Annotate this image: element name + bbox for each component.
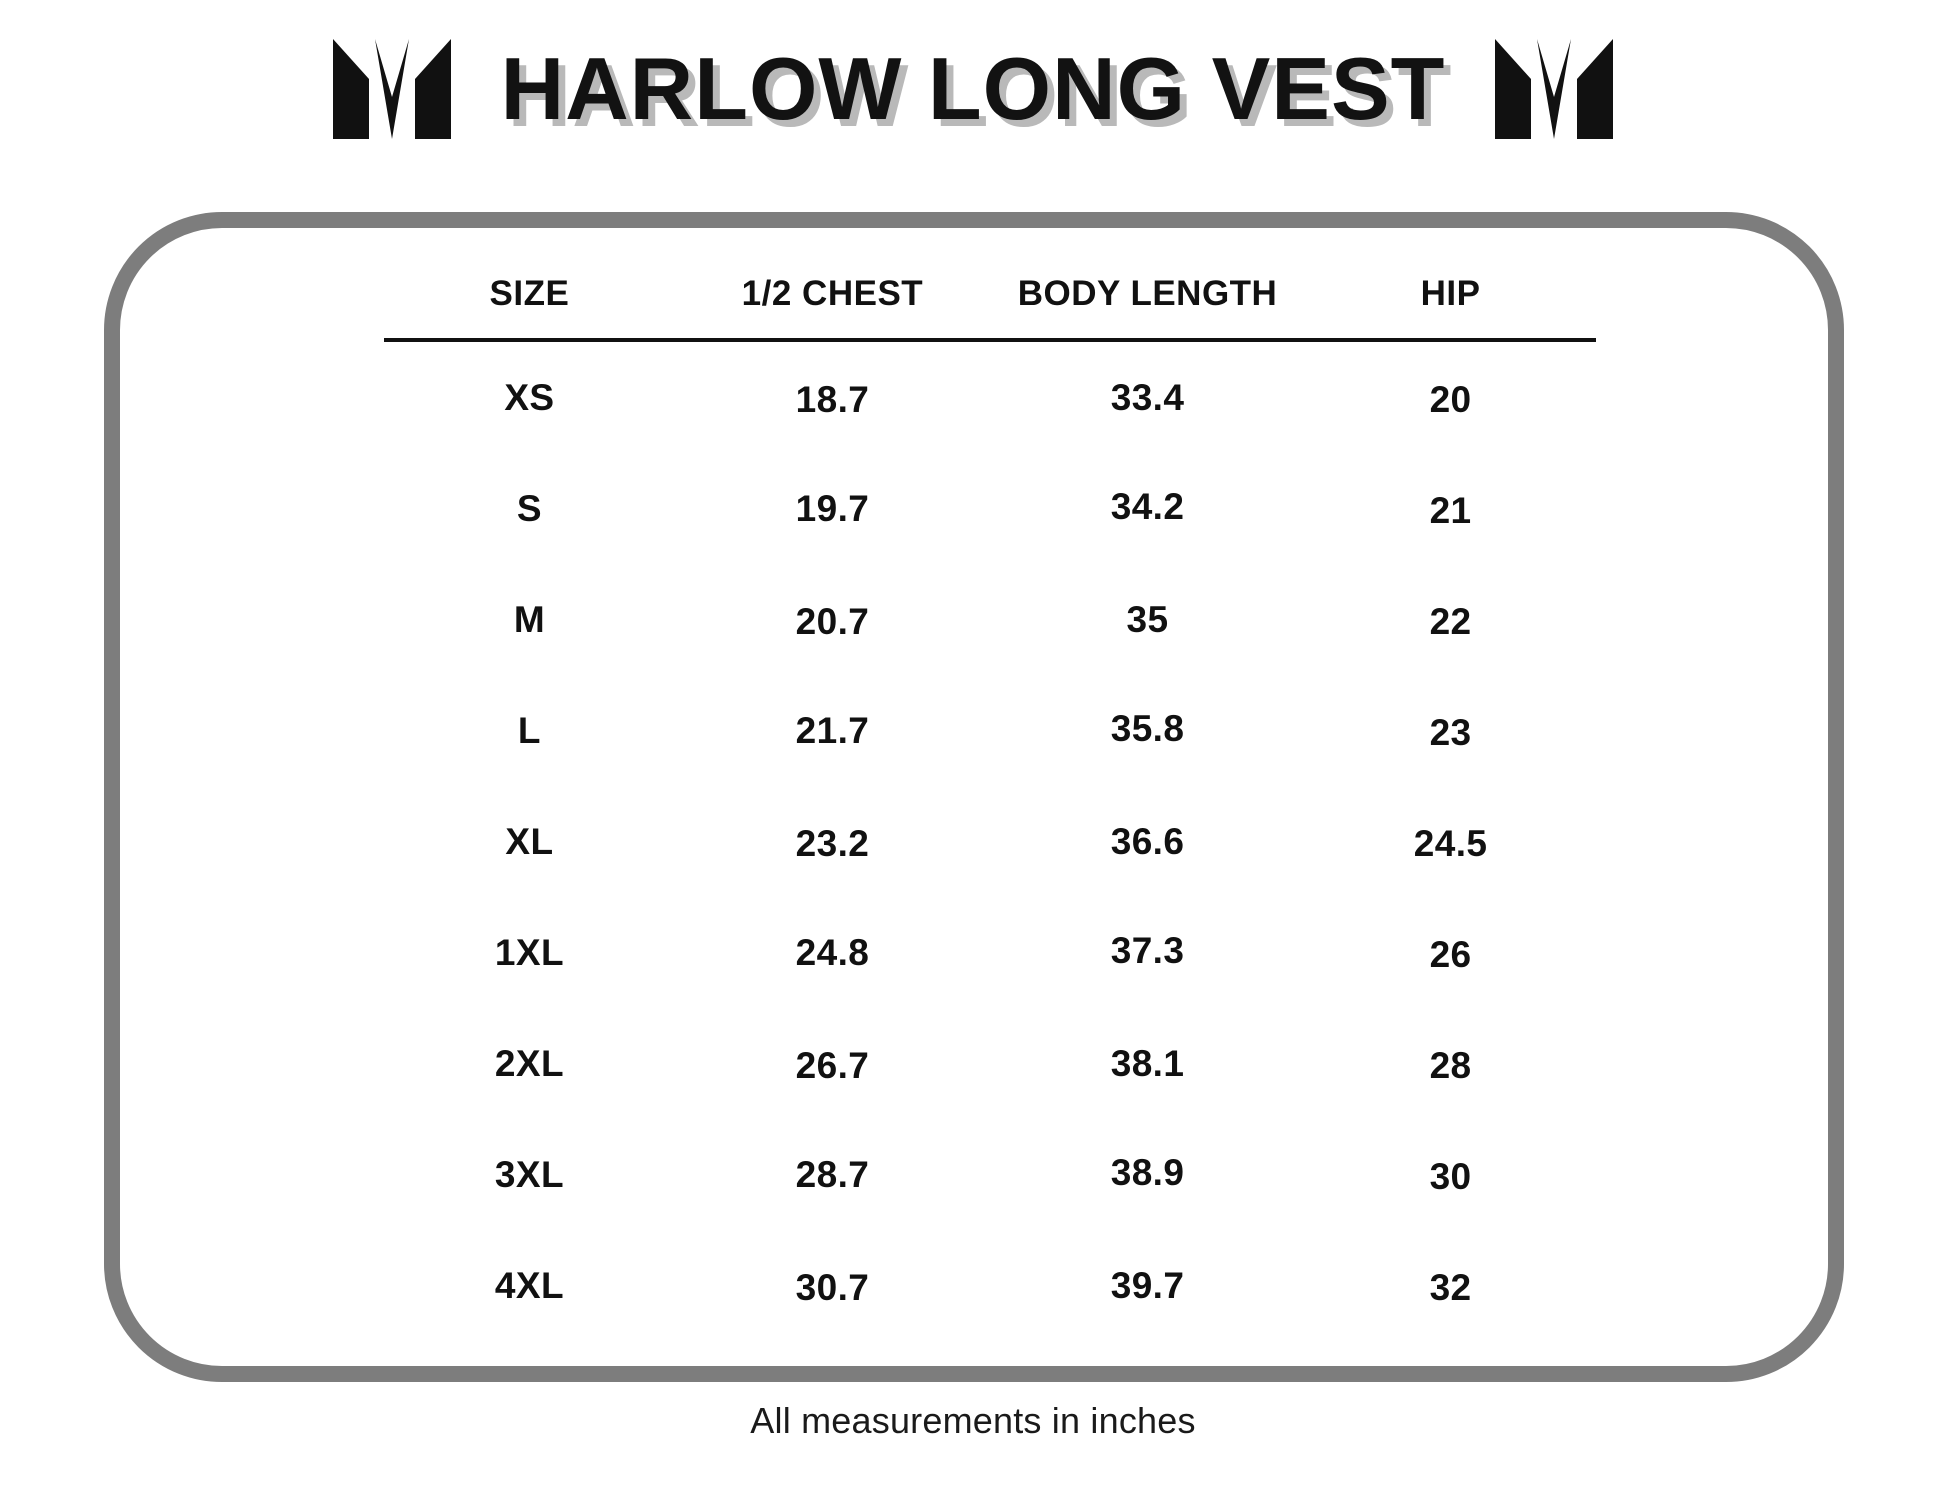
cell-hip: 26 (1429, 933, 1472, 975)
cell-size: M (513, 598, 546, 640)
table-body (384, 340, 1596, 1341)
cell-size: 4XL (494, 1264, 564, 1306)
cell-size: 2XL (494, 1042, 564, 1084)
cell-hip: 24.5 (1413, 822, 1488, 864)
cell-body-length: 35.8 (1110, 707, 1185, 749)
brand-m-logo-icon (1491, 35, 1617, 143)
cell-half-chest: 19.7 (795, 487, 870, 529)
column-header-hip: HIP (1420, 274, 1481, 313)
cell-size: 3XL (494, 1153, 564, 1195)
column-header-size: SIZE (489, 274, 570, 313)
cell-body-length: 35 (1126, 598, 1169, 640)
cell-half-chest: 20.7 (795, 600, 870, 642)
table-row (384, 786, 1596, 897)
cell-body-length: 38.1 (1110, 1042, 1185, 1084)
cell-hip: 28 (1429, 1044, 1472, 1086)
table-row (384, 1230, 1596, 1341)
column-header-half-chest: 1/2 CHEST (741, 274, 924, 313)
table-row (384, 1008, 1596, 1119)
cell-hip: 32 (1429, 1266, 1472, 1308)
brand-m-logo-icon (329, 35, 455, 143)
cell-size: XS (504, 376, 555, 418)
cell-body-length: 33.4 (1110, 376, 1185, 418)
cell-body-length: 39.7 (1110, 1264, 1185, 1306)
cell-body-length: 34.2 (1110, 485, 1185, 527)
size-table (384, 262, 1596, 1341)
cell-half-chest: 26.7 (795, 1044, 870, 1086)
table-header-row (384, 262, 1596, 340)
table-row (384, 453, 1596, 564)
cell-body-length: 38.9 (1110, 1151, 1185, 1193)
cell-half-chest: 18.7 (795, 378, 870, 420)
cell-hip: 21 (1429, 489, 1472, 531)
page-header (0, 0, 1946, 150)
cell-half-chest: 30.7 (795, 1266, 870, 1308)
cell-body-length: 37.3 (1110, 929, 1185, 971)
table-row (384, 1119, 1596, 1230)
cell-size: L (517, 709, 541, 751)
table-head (384, 262, 1596, 340)
measurement-note: All measurements in inches (750, 1400, 1196, 1441)
cell-half-chest: 21.7 (795, 709, 870, 751)
size-table-container (384, 262, 1596, 1341)
table-row (384, 340, 1596, 453)
table-row (384, 564, 1596, 675)
table-row (384, 675, 1596, 786)
cell-hip: 22 (1429, 600, 1472, 642)
cell-size: XL (505, 820, 554, 862)
cell-body-length: 36.6 (1110, 820, 1185, 862)
cell-size: 1XL (494, 931, 564, 973)
cell-half-chest: 23.2 (795, 822, 870, 864)
table-row (384, 897, 1596, 1008)
size-chart-card (104, 212, 1844, 1382)
column-header-body-length: BODY LENGTH (1017, 274, 1278, 313)
cell-hip: 30 (1429, 1155, 1472, 1197)
cell-half-chest: 28.7 (795, 1153, 870, 1195)
cell-half-chest: 24.8 (795, 931, 870, 973)
cell-size: S (516, 487, 542, 529)
cell-hip: 20 (1429, 378, 1472, 420)
cell-hip: 23 (1429, 711, 1472, 753)
page-title: HARLOW LONG VEST (500, 39, 1446, 138)
